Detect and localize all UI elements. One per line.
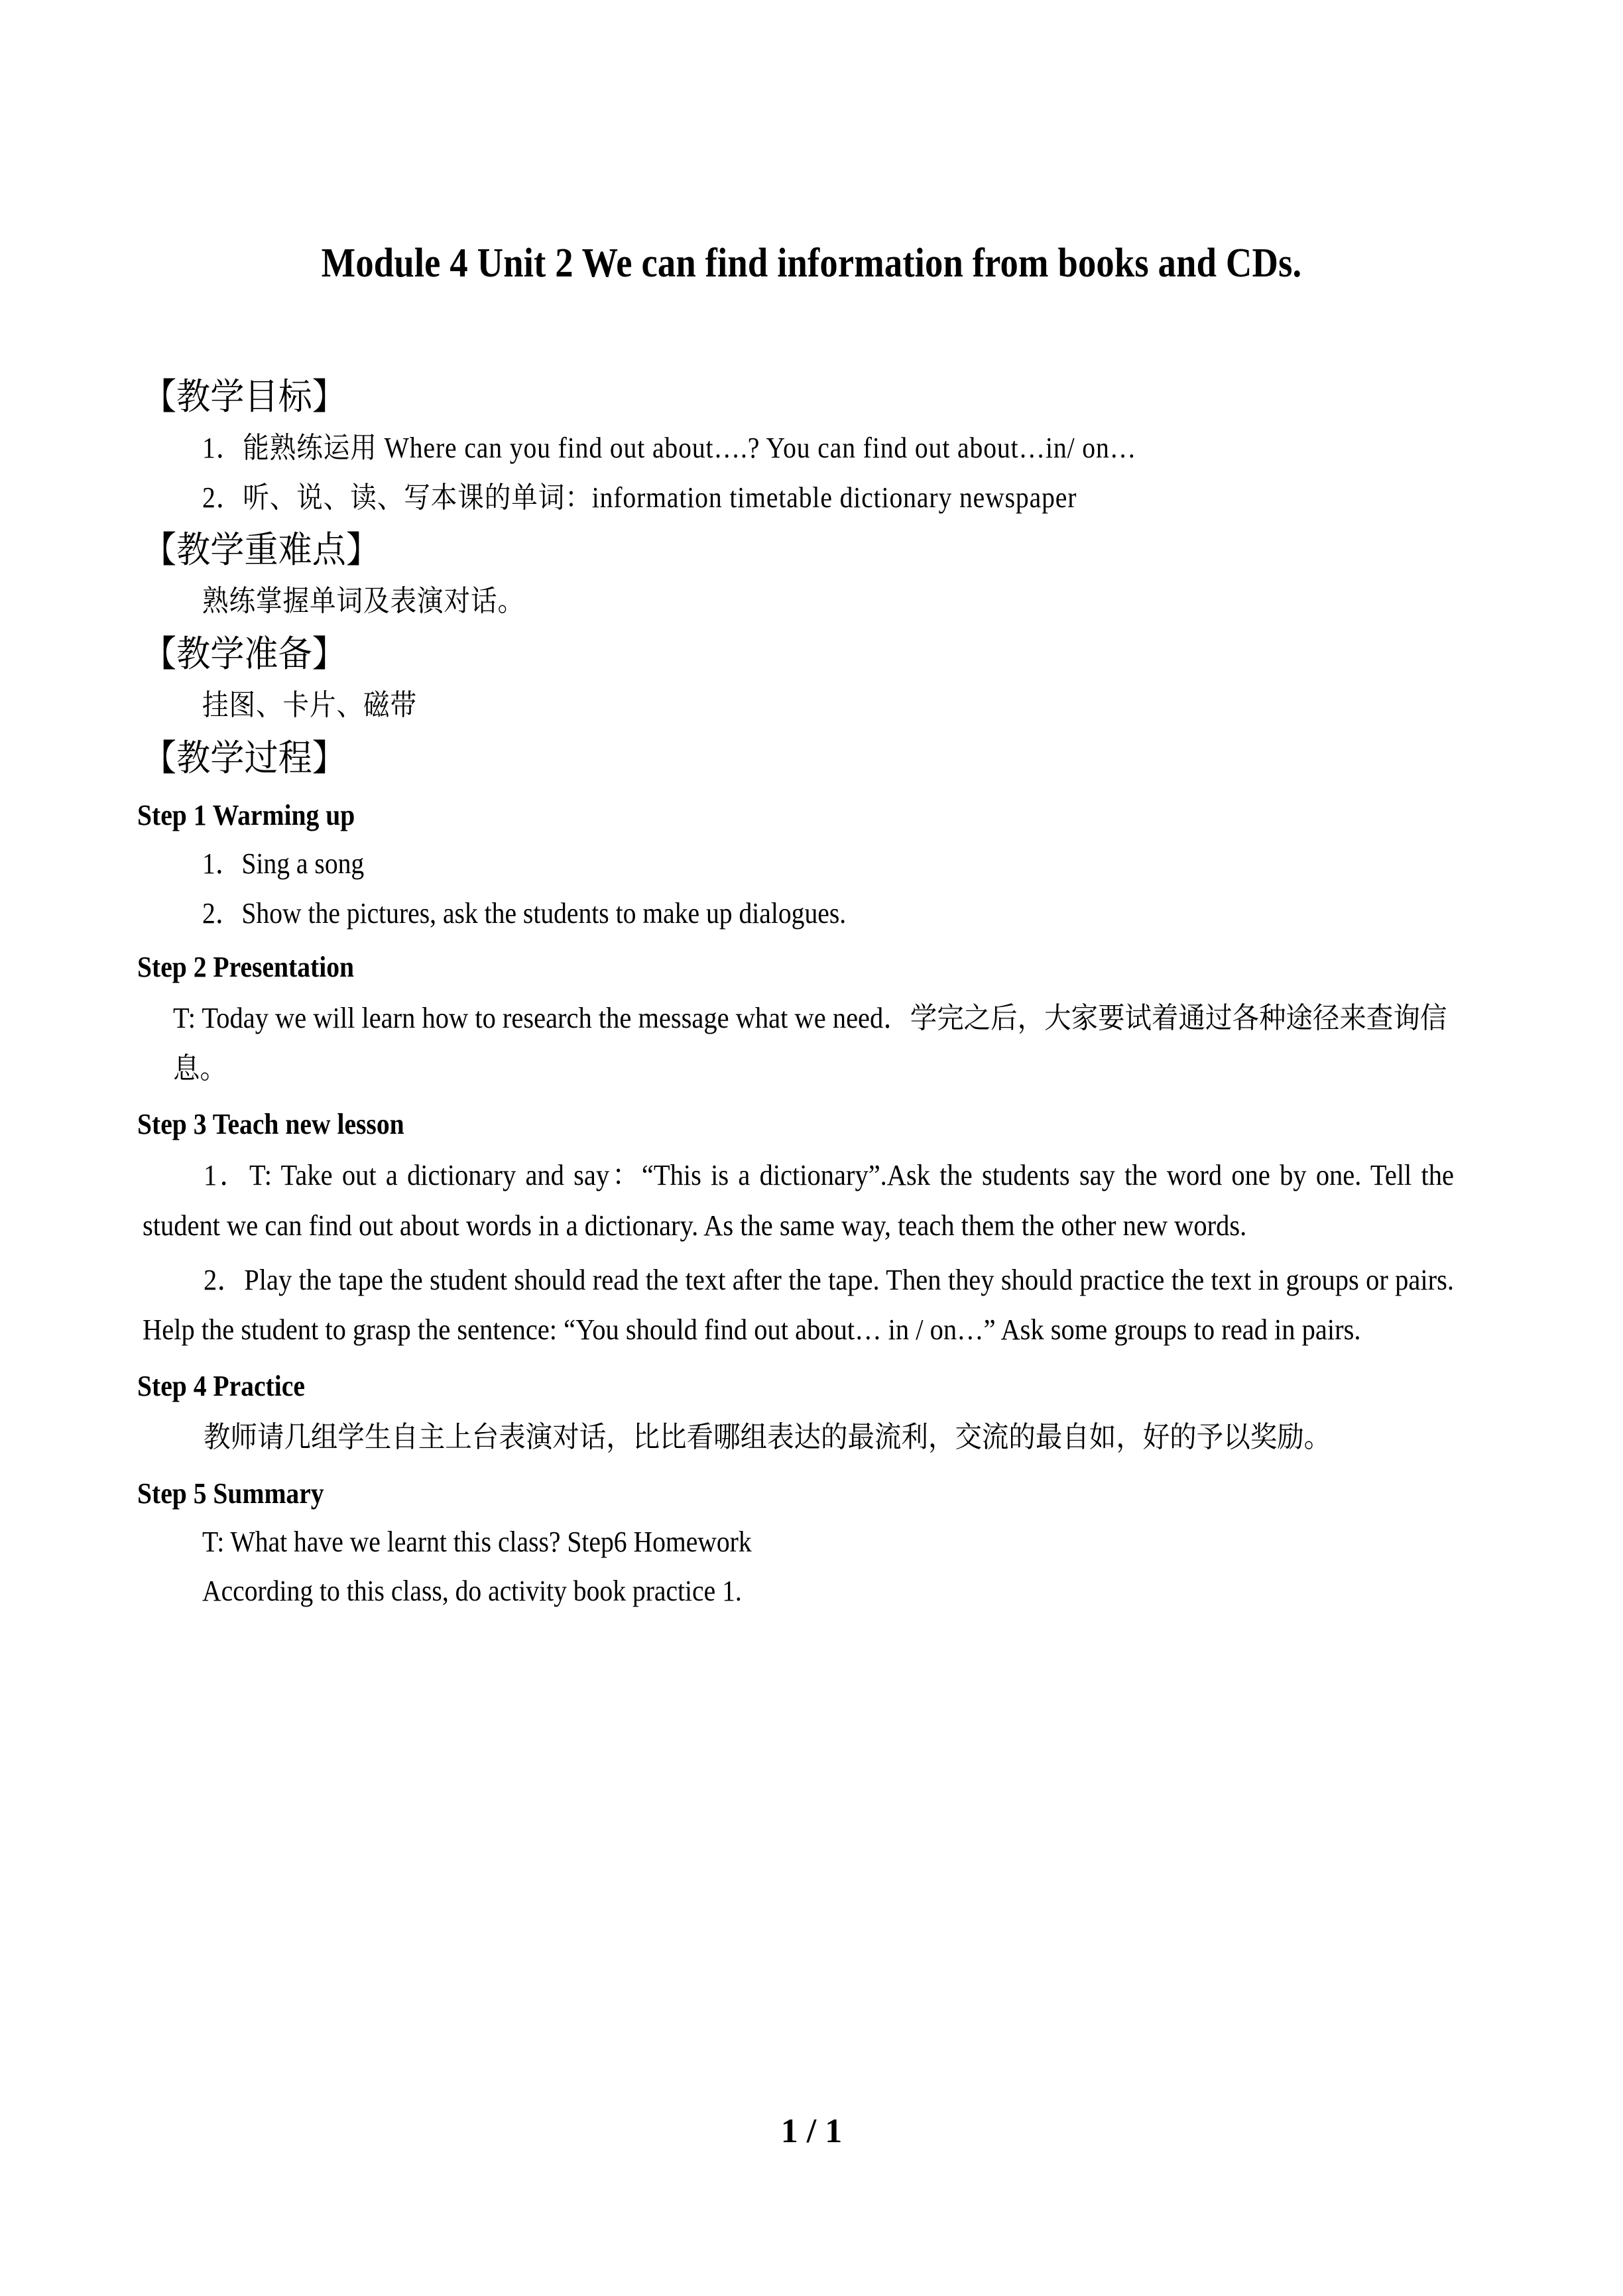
document-body (137, 371, 1483, 1618)
step-heading-5: Step 5 Summary (137, 1477, 324, 1510)
preparation-body: 挂图、卡片、磁带 (202, 689, 417, 722)
key-points-body: 熟练掌握单词及表演对话。 (202, 585, 524, 618)
step-4-paragraph-1: 教师请几组学生自主上台表演对话，比比看哪组表达的最流利，交流的最自如，好的予以奖励。 (204, 1421, 1331, 1454)
step-heading-3: Step 3 Teach new lesson (137, 1108, 404, 1141)
step-heading-1: Step 1 Warming up (137, 798, 355, 831)
section-heading-preparation: 【教学准备】 (143, 634, 346, 675)
step-heading-2: Step 2 Presentation (137, 951, 355, 984)
step-1-item-2: 2．Show the pictures, ask the students to make up dialogues. (202, 896, 847, 930)
section-heading-process: 【教学过程】 (143, 737, 346, 778)
step-heading-4: Step 4 Practice (137, 1370, 305, 1403)
section-heading-objectives: 【教学目标】 (143, 377, 346, 417)
step-3-paragraph-2: 2．Play the tape the student should read the text after the tape. Then they should practice the text in groups or pairs. Help the student to grasp the sentence: “You should find out about… in / on…” Ask some groups to read in pairs. (143, 1263, 1454, 1347)
objective-item-1: 1．能熟练运用 Where can you find out about….? You can find out about…in/ on… (202, 432, 1137, 465)
objective-item-2: 2．听、说、读、写本课的单词：information timetable dictionary newspaper (202, 481, 1077, 514)
page-title: Module 4 Unit 2 We can find information from books and CDs. (321, 240, 1302, 286)
step-1-item-1: 1．Sing a song (202, 847, 365, 880)
step-2-paragraph-1: T: Today we will learn how to research the message what we need．学完之后，大家要试着通过各种途径来查询信息。 (173, 1002, 1447, 1085)
page-number-indicator: 1 / 1 (780, 2112, 843, 2150)
section-heading-key-points: 【教学重难点】 (143, 530, 381, 571)
step-5-item-2: According to this class, do activity book practice 1. (202, 1575, 742, 1608)
step-5-item-1: T: What have we learnt this class? Step6 Homework (202, 1525, 752, 1558)
step-3-paragraph-1: 1．T: Take out a dictionary and say：“This is a dictionary”.Ask the students say the word one by one. Tell the student we can find out about words in a dictionary. As the same way, teach them the other new words. (143, 1159, 1454, 1242)
